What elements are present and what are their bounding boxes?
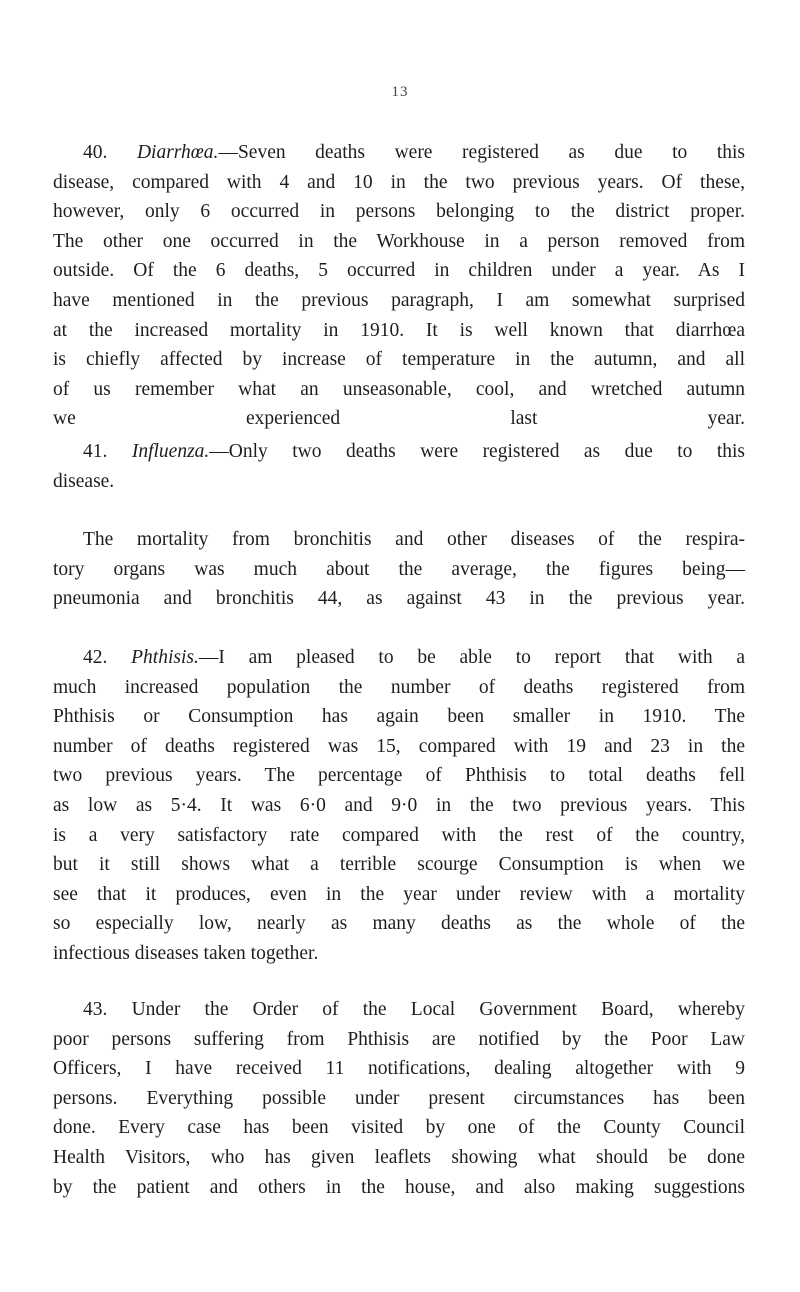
text-run: disease, compared with 4 and 10 in the two previous years. Of these,: [53, 171, 745, 193]
text-line: [53, 555, 745, 585]
text-line: [53, 761, 745, 791]
text-line: [53, 437, 745, 467]
text-run: see that it produces, even in the year under review with a mortality: [53, 883, 745, 905]
text-line: [53, 1084, 745, 1114]
text-line: [53, 525, 745, 555]
text-run: at the increased mortality in 1910. It is well known that diarrhœa: [53, 319, 745, 341]
text-run: Officers, I have received 11 notifications, dealing altogether with 9: [53, 1058, 745, 1080]
text-line: [53, 375, 745, 405]
text-line: [53, 227, 745, 257]
text-line: [53, 168, 745, 198]
section-title: Diarrhœa.: [136, 142, 219, 163]
section-title: Phthisis.: [131, 647, 199, 668]
text-run: two previous years. The percentage of Phthisis to total deaths fell: [53, 765, 745, 787]
text-run: is a very satisfactory rate compared with the rest of the country,: [53, 824, 745, 846]
text-line: [53, 584, 745, 614]
text-line: [53, 939, 745, 969]
text-run: 40.: [83, 142, 137, 163]
text-run: —Only two deaths were registered as due to this: [209, 441, 746, 462]
text-run: done. Every case has been visited by one of the County Council: [53, 1117, 745, 1139]
text-line: [53, 256, 745, 286]
text-line: [53, 467, 745, 497]
text-line: [53, 1113, 745, 1143]
text-line: [53, 880, 745, 910]
text-line: [53, 850, 745, 880]
text-run: 41.: [83, 441, 132, 462]
text-line: [53, 1025, 745, 1055]
paragraph-respiratory: [53, 525, 745, 614]
page-number: 13: [391, 84, 409, 100]
text-line: [53, 909, 745, 939]
section-title: Influenza.: [131, 441, 210, 462]
text-line: [53, 791, 745, 821]
text-line: [53, 643, 745, 673]
text-run: by the patient and others in the house, and also making suggestions: [53, 1176, 745, 1198]
text-run: so especially low, nearly as many deaths as the whole of the: [53, 913, 745, 935]
text-line: [53, 702, 745, 732]
paragraph-diarrhoea: [53, 138, 745, 434]
text-run: The mortality from bronchitis and other diseases of the respira-: [83, 529, 745, 550]
text-line: [53, 995, 745, 1025]
text-line: [53, 197, 745, 227]
text-run: have mentioned in the previous paragraph, I am somewhat surprised: [53, 289, 745, 311]
text-run: Phthisis or Consumption has again been smaller in 1910. The: [53, 706, 745, 728]
paragraph-notifications: [53, 995, 745, 1202]
text-line: [53, 286, 745, 316]
text-run: The other one occurred in the Workhouse in a person removed from: [53, 230, 745, 252]
text-line: [53, 138, 745, 168]
text-line: [53, 821, 745, 851]
paragraph-phthisis: [53, 643, 745, 969]
text-run: is chiefly affected by increase of temperature in the autumn, and all: [53, 349, 745, 371]
text-run: however, only 6 occurred in persons belonging to the district proper.: [53, 201, 745, 223]
text-line: [53, 1143, 745, 1173]
text-run: 42.: [83, 647, 132, 668]
text-run: outside. Of the 6 deaths, 5 occurred in children under a year. As I: [53, 260, 745, 282]
text-line: [53, 732, 745, 762]
text-line: [53, 404, 745, 434]
text-run: persons. Everything possible under present circumstances has been: [53, 1087, 745, 1109]
text-run: —I am pleased to be able to report that with a: [198, 647, 746, 668]
text-run: disease.: [53, 470, 115, 492]
text-line: [53, 673, 745, 703]
text-run: poor persons suffering from Phthisis are notified by the Poor Law: [53, 1028, 745, 1050]
text-run: infectious diseases taken together.: [53, 942, 319, 964]
text-run: as low as 5·4. It was 6·0 and 9·0 in the two previous years. This: [53, 794, 745, 816]
text-run: tory organs was much about the average, the figures being—: [53, 558, 745, 580]
paragraph-influenza: [53, 437, 745, 496]
text-run: Health Visitors, who has given leaflets showing what should be done: [53, 1146, 745, 1168]
text-line: [53, 1054, 745, 1084]
text-run: much increased population the number of deaths registered from: [53, 676, 745, 698]
text-run: 43. Under the Order of the Local Government Board, whereby: [83, 999, 745, 1020]
text-line: [53, 345, 745, 375]
text-line: [53, 316, 745, 346]
text-run: —Seven deaths were registered as due to this: [218, 142, 745, 163]
text-run: we experienced last year.: [53, 408, 745, 430]
text-run: number of deaths registered was 15, compared with 19 and 23 in the: [53, 735, 745, 757]
text-run: but it still shows what a terrible scourge Consumption is when we: [53, 854, 745, 876]
text-line: [53, 1173, 745, 1203]
text-run: of us remember what an unseasonable, cool, and wretched autumn: [53, 378, 745, 400]
text-run: pneumonia and bronchitis 44, as against 43 in the previous year.: [53, 588, 745, 610]
